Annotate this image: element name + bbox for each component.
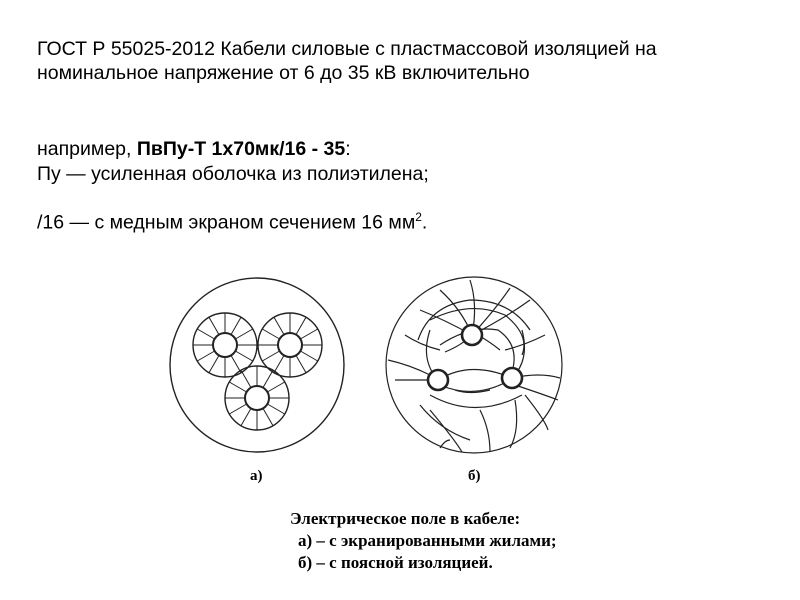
screen-sup: 2	[415, 210, 422, 224]
screen-end: .	[421, 211, 428, 234]
caption-line-1: Электрическое поле в кабеле:	[290, 509, 521, 528]
field-spoke	[274, 355, 284, 372]
screen-text: /16 — с медным экраном сечением 16 мм	[37, 211, 416, 234]
sheath-description: Пу — усиленная оболочка из полиэтилена;	[37, 163, 429, 185]
core-b1	[462, 325, 482, 345]
field-spoke	[209, 317, 219, 334]
field-spoke	[262, 329, 279, 339]
cable-code: ПвПу-Т 1х70мк/16 - 35	[136, 138, 346, 160]
example-suffix: :	[345, 138, 351, 160]
field-spoke	[235, 329, 252, 339]
core-b3	[502, 368, 522, 388]
cable-field-figure	[0, 270, 800, 500]
core-b2	[428, 370, 448, 390]
field-spoke	[231, 355, 241, 372]
label-b: б)	[468, 468, 481, 484]
example-prefix: например,	[37, 138, 137, 160]
field-spoke	[229, 382, 246, 392]
field-spoke	[274, 317, 284, 334]
screen-description	[37, 205, 427, 235]
field-spoke	[263, 370, 273, 387]
field-spoke	[241, 408, 251, 425]
caption-line-2: а) – с экранированными жилами;	[298, 531, 557, 550]
field-spoke	[229, 404, 246, 414]
slide-title: ГОСТ Р 55025-2012 Кабели силовые с пластмассовой изоляцией на номинальное напряжение от 6 до 35 кВ включительно	[37, 38, 657, 84]
field-spoke	[300, 351, 317, 361]
cable-diagram-a	[170, 278, 344, 452]
field-spoke	[267, 382, 284, 392]
figure-caption	[290, 508, 557, 574]
caption-line-3: б) – с поясной изоляцией.	[298, 553, 493, 572]
field-spoke	[267, 404, 284, 414]
field-spoke	[262, 351, 279, 361]
cable-diagram-b	[386, 277, 562, 453]
field-spoke	[241, 370, 251, 387]
field-spoke	[300, 329, 317, 339]
example-line	[37, 137, 351, 161]
field-spoke	[263, 408, 273, 425]
field-spoke	[197, 329, 214, 339]
field-spoke	[197, 351, 214, 361]
field-spoke	[209, 355, 219, 372]
field-spoke	[296, 317, 306, 334]
label-a: а)	[250, 468, 263, 484]
field-spoke	[231, 317, 241, 334]
field-spoke	[296, 355, 306, 372]
field-spoke	[235, 351, 252, 361]
